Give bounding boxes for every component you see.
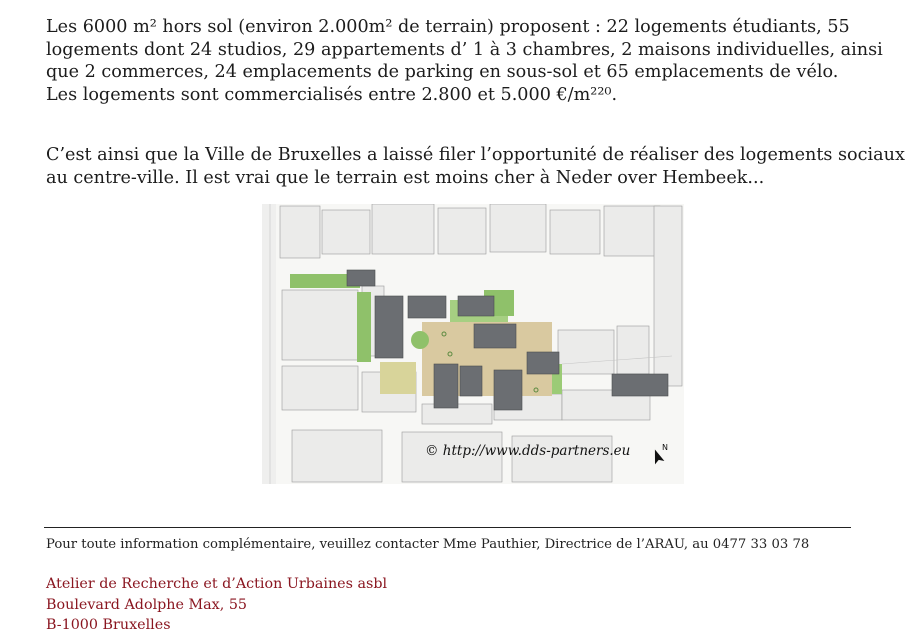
paragraph-line: Les logements sont commercialisés entre 2.800 et 5.000 €/m²²⁰. [46, 84, 618, 105]
north-label: N [662, 443, 668, 452]
paragraph-line: logements dont 24 studios, 29 appartements d’ 1 à 3 chambres, 2 maisons individuelles, ainsi [46, 39, 883, 60]
site-plan-drawing [262, 204, 684, 484]
site-plan-image [262, 204, 684, 484]
footer-divider [44, 527, 851, 528]
contact-line: Pour toute information complémentaire, veuillez contacter Mme Pauthier, Directrice de l’ARAU, au 0477 33 03 78 [46, 537, 810, 552]
address-line: Atelier de Recherche et d’Action Urbaines asbl [46, 576, 388, 592]
intro-paragraph [46, 16, 883, 106]
conclusion-paragraph [46, 144, 905, 189]
paragraph-line: Les 6000 m² hors sol (environ 2.000m² de terrain) proposent : 22 logements étudiants, 55 [46, 17, 850, 37]
paragraph-line: au centre-ville. Il est vrai que le terrain est moins cher à Neder over Hembeek... [46, 167, 765, 188]
image-credit: © http://www.dds-partners.eu [425, 443, 631, 459]
address-line: Boulevard Adolphe Max, 55 [46, 596, 248, 613]
organization-address [46, 574, 387, 636]
paragraph-line: que 2 commerces, 24 emplacements de parking en sous-sol et 65 emplacements de vélo. [46, 62, 839, 82]
address-line: B-1000 Bruxelles [46, 617, 171, 633]
paragraph-line: C’est ainsi que la Ville de Bruxelles a laissé filer l’opportunité de réaliser des logements sociaux [46, 145, 905, 165]
